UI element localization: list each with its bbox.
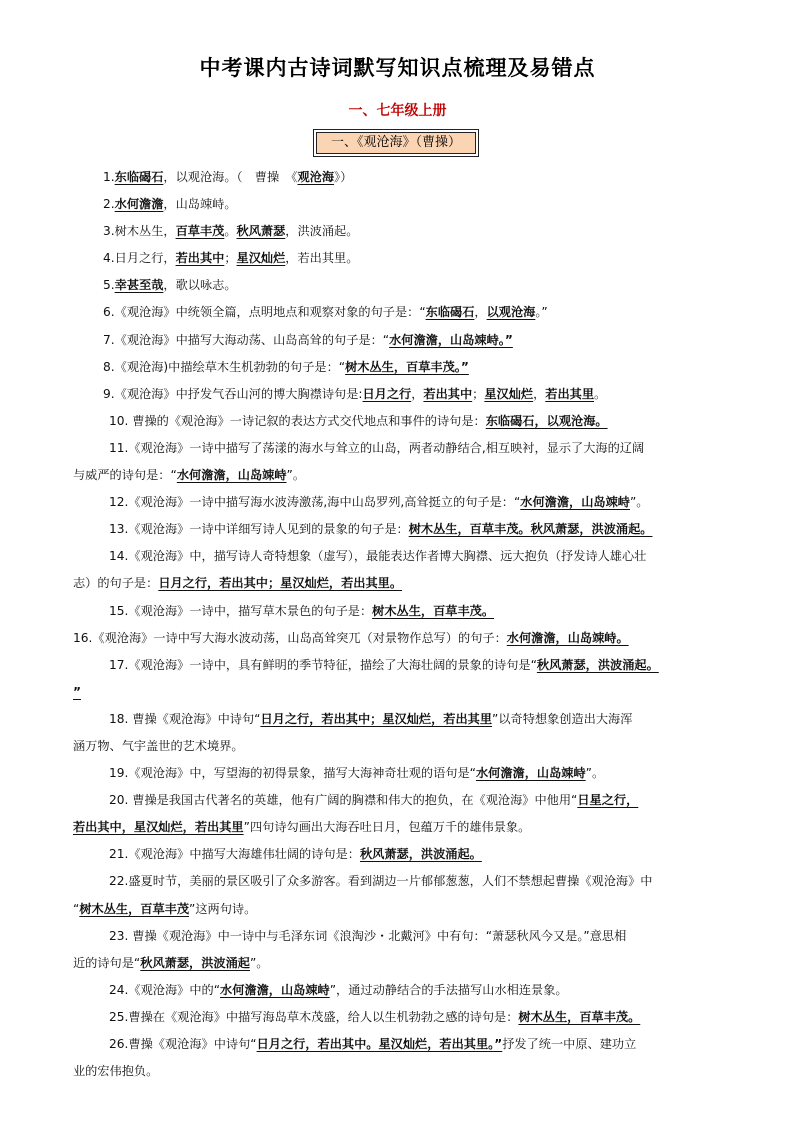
- prompt-text: 20. 曹操是我国古代著名的英雄，他有广阔的胸襟和伟大的抱负，在《观沧海》中他用“: [109, 793, 578, 808]
- prompt-text: 24.《观沧海》中的“: [109, 982, 221, 997]
- prompt-text: ”。: [249, 955, 269, 970]
- question-line: [76, 272, 716, 299]
- answer-text: 树木丛生，百草丰茂: [79, 901, 190, 916]
- prompt-text: 1.: [103, 170, 115, 184]
- answer-text: 水何澹澹，山岛竦峙: [520, 495, 630, 510]
- answer-text: 水何澹澹: [114, 197, 164, 212]
- answer-text: 日月之行，若出其中；星汉灿烂，若出其里: [260, 711, 493, 726]
- prompt-text: ”，通过动静结合的手法描写山水相连景象。: [329, 982, 568, 997]
- prompt-text: ”。: [585, 766, 605, 781]
- question-line: [73, 679, 716, 706]
- prompt-text: ，山岛竦峙。: [163, 197, 237, 212]
- prompt-text: 14.《观沧海》中，描写诗人奇特想象（虚写），最能表达作者博大胸襟、远大抱负（抒发诗人雄心壮: [109, 549, 647, 564]
- question-line: [73, 625, 716, 652]
- question-line: [73, 733, 716, 760]
- question-line: [76, 381, 716, 408]
- prompt-text: ，: [411, 386, 424, 401]
- question-line: [73, 950, 716, 977]
- question-line: [76, 706, 716, 733]
- answer-text: 秋风萧瑟，洪波涌起。: [536, 657, 659, 672]
- answer-text: 树木丛生，百草丰茂。: [372, 603, 495, 618]
- prompt-text: 21.《观沧海》中描写大海雄伟壮阔的诗句是：: [109, 847, 360, 862]
- prompt-text: 25.曹操在《观沧海》中描写海岛草木茂盛，给人以生机勃勃之感的诗句是：: [109, 1009, 519, 1024]
- prompt-text: ”。: [286, 468, 306, 483]
- prompt-text: 16.《观沧海》一诗中写大海水波动荡，山岛高耸突兀（对景物作总写）的句子：: [73, 630, 507, 645]
- prompt-text: ，歌以咏志。: [163, 278, 237, 293]
- prompt-text: 3.树木丛生，: [103, 224, 176, 239]
- question-list: [73, 164, 716, 1085]
- question-line: [76, 408, 716, 435]
- prompt-text: 13.《观沧海》一诗中详细写诗人见到的景象的句子是：: [109, 522, 409, 537]
- prompt-text: 18. 曹操《观沧海》中诗句“: [109, 711, 261, 726]
- prompt-text: 11.《观沧海》一诗中描写了荡漾的海水与耸立的山岛，两者动静结合,相互映衬，显示了大海的辽阔: [109, 440, 645, 455]
- prompt-text: ”四句诗勾画出大海吞吐日月，包蕴万千的雄伟景象。: [243, 820, 531, 835]
- answer-text: 星汉灿烂: [484, 386, 534, 401]
- question-line: [76, 787, 716, 814]
- prompt-text: 26.曹操《观沧海》中诗句“: [109, 1037, 257, 1051]
- question-line: [73, 1058, 716, 1085]
- question-line: [76, 191, 716, 218]
- prompt-text: ，若出其里。: [285, 251, 359, 266]
- poem-header-box: 一、《观沧海》（曹操）: [316, 132, 476, 154]
- answer-text: 树木丛生，百草丰茂。: [518, 1009, 641, 1024]
- answer-text: 水何澹澹，山岛竦峙: [220, 982, 330, 997]
- question-line: [76, 598, 716, 625]
- question-line: [76, 299, 716, 326]
- prompt-text: 》）: [334, 170, 353, 184]
- prompt-text: 。: [594, 386, 607, 401]
- answer-text: 日月之行，若出其中；星汉灿烂，若出其里。: [158, 576, 403, 591]
- answer-text: 秋风萧瑟，洪波涌起。: [359, 847, 482, 862]
- question-line: [76, 489, 716, 516]
- document-title: 中考课内古诗词默写知识点梳理及易错点: [199, 56, 596, 80]
- prompt-text: 10. 曹操的《观沧海》一诗记叙的表达方式交代地点和事件的诗句是：: [109, 413, 486, 428]
- question-line: [73, 896, 716, 923]
- prompt-text: 与威严的诗句是：“: [73, 468, 177, 483]
- answer-text: 水何澹澹，山岛竦峙: [176, 468, 287, 483]
- prompt-text: 4.日月之行，: [103, 251, 176, 266]
- prompt-text: 19.《观沧海》中，写望海的初得景象，描写大海神奇壮观的语句是“: [109, 766, 476, 781]
- question-line: [76, 923, 716, 950]
- question-line: [76, 354, 716, 381]
- question-line: [76, 218, 716, 245]
- answer-text: 若出其中: [423, 386, 473, 401]
- answer-text: 树木丛生，百草丰茂。秋风萧瑟，洪波涌起。: [408, 522, 653, 537]
- prompt-text: 17.《观沧海》一诗中，具有鲜明的季节特征，描绘了大海壮阔的景象的诗句是“: [109, 657, 537, 672]
- question-line: [76, 868, 716, 895]
- question-line: [73, 814, 716, 841]
- question-line: [76, 841, 716, 868]
- answer-text: 幸甚至哉: [114, 278, 164, 293]
- prompt-text: 9.《观沧海》中抒发气吞山河的博大胸襟诗句是:: [103, 386, 363, 401]
- question-line: [76, 435, 716, 462]
- answer-text: 东临碣石，以观沧海。: [485, 413, 608, 428]
- question-line: [76, 1004, 716, 1031]
- question-line: [73, 570, 716, 597]
- answer-text: 观沧海: [297, 170, 335, 184]
- answer-text: 星汉灿烂: [236, 251, 286, 266]
- answer-text: 树木丛生，百草丰茂。”: [345, 359, 469, 374]
- prompt-text: 7.《观沧海》中描写大海动荡、山岛高耸的句子是：“: [103, 332, 390, 347]
- question-line: [73, 462, 716, 489]
- answer-text: 东临碣石: [425, 305, 475, 320]
- answer-text: ”: [73, 684, 82, 699]
- answer-text: 日月之行: [362, 386, 412, 401]
- answer-text: 若出其中，星汉灿烂，若出其里: [73, 820, 244, 835]
- prompt-text: 近的诗句是“: [73, 955, 141, 970]
- answer-text: 东临碣石: [114, 170, 164, 184]
- prompt-text: ，: [533, 386, 546, 401]
- answer-text: 日月之行，若出其中。星汉灿烂，若出其里。”: [256, 1037, 503, 1051]
- question-line: [76, 164, 716, 191]
- question-line: [76, 760, 716, 787]
- answer-text: 日星之行，: [577, 793, 639, 808]
- prompt-text: 志）的句子是：: [73, 576, 159, 591]
- question-line: [76, 977, 716, 1004]
- prompt-text: ”以奇特想象创造出大海浑: [492, 711, 633, 726]
- question-line: [76, 652, 716, 679]
- answer-text: 水何澹澹，山岛竦峙。”: [389, 332, 513, 347]
- question-line: [76, 516, 716, 543]
- answer-text: 秋风萧瑟，洪波涌起: [140, 955, 250, 970]
- question-line: [76, 245, 716, 272]
- prompt-text: 23. 曹操《观沧海》中一诗中与毛泽东词《浪淘沙・北戴河》中有句：“萧瑟秋风今又是。”意思相: [109, 928, 627, 943]
- prompt-text: ，洪波涌起。: [285, 224, 359, 239]
- prompt-text: 8.《观沧海)中描绘草木生机勃勃的句子是：“: [103, 359, 346, 374]
- answer-text: 秋风萧瑟: [236, 224, 286, 239]
- answer-text: 以观沧海: [486, 305, 536, 320]
- question-line: [76, 327, 716, 354]
- answer-text: 若出其里: [545, 386, 595, 401]
- prompt-text: 2.: [103, 197, 115, 212]
- prompt-text: 22.盛夏时节，美丽的景区吸引了众多游客。看到湖边一片郁郁葱葱，人们不禁想起曹操《观沧海》中: [109, 874, 653, 889]
- prompt-text: 涵万物、气宇盖世的艺术境界。: [73, 738, 244, 753]
- prompt-text: ，以观沧海。（ 曹操 《: [163, 170, 298, 184]
- answer-text: 水何澹澹，山岛竦峙。: [506, 630, 629, 645]
- prompt-text: 。”: [535, 305, 548, 320]
- prompt-text: 。: [224, 224, 237, 239]
- answer-text: 百草丰茂: [175, 224, 225, 239]
- answer-text: 若出其中: [175, 251, 225, 266]
- prompt-text: “: [73, 901, 80, 916]
- prompt-text: ；: [224, 251, 237, 266]
- prompt-text: 15.《观沧海》一诗中，描写草木景色的句子是：: [109, 603, 373, 618]
- answer-text: 水何澹澹，山岛竦峙: [475, 766, 586, 781]
- prompt-text: ”这两句诗。: [189, 901, 257, 916]
- prompt-text: ，: [474, 305, 487, 320]
- prompt-text: 抒发了统一中原、建功立: [502, 1037, 637, 1051]
- prompt-text: ；: [472, 386, 485, 401]
- prompt-text: 6.《观沧海》中统领全篇，点明地点和观察对象的句子是：“: [103, 305, 426, 320]
- prompt-text: 业的宏伟抱负。: [73, 1064, 159, 1079]
- section-heading: 一、七年级上册: [348, 103, 447, 119]
- question-line: [76, 543, 716, 570]
- question-line: [76, 1031, 716, 1058]
- prompt-text: 12.《观沧海》一诗中描写海水波涛激荡,海中山岛罗列,高耸挺立的句子是：“: [109, 495, 521, 510]
- prompt-text: ”。: [629, 495, 649, 510]
- prompt-text: 5.: [103, 278, 115, 293]
